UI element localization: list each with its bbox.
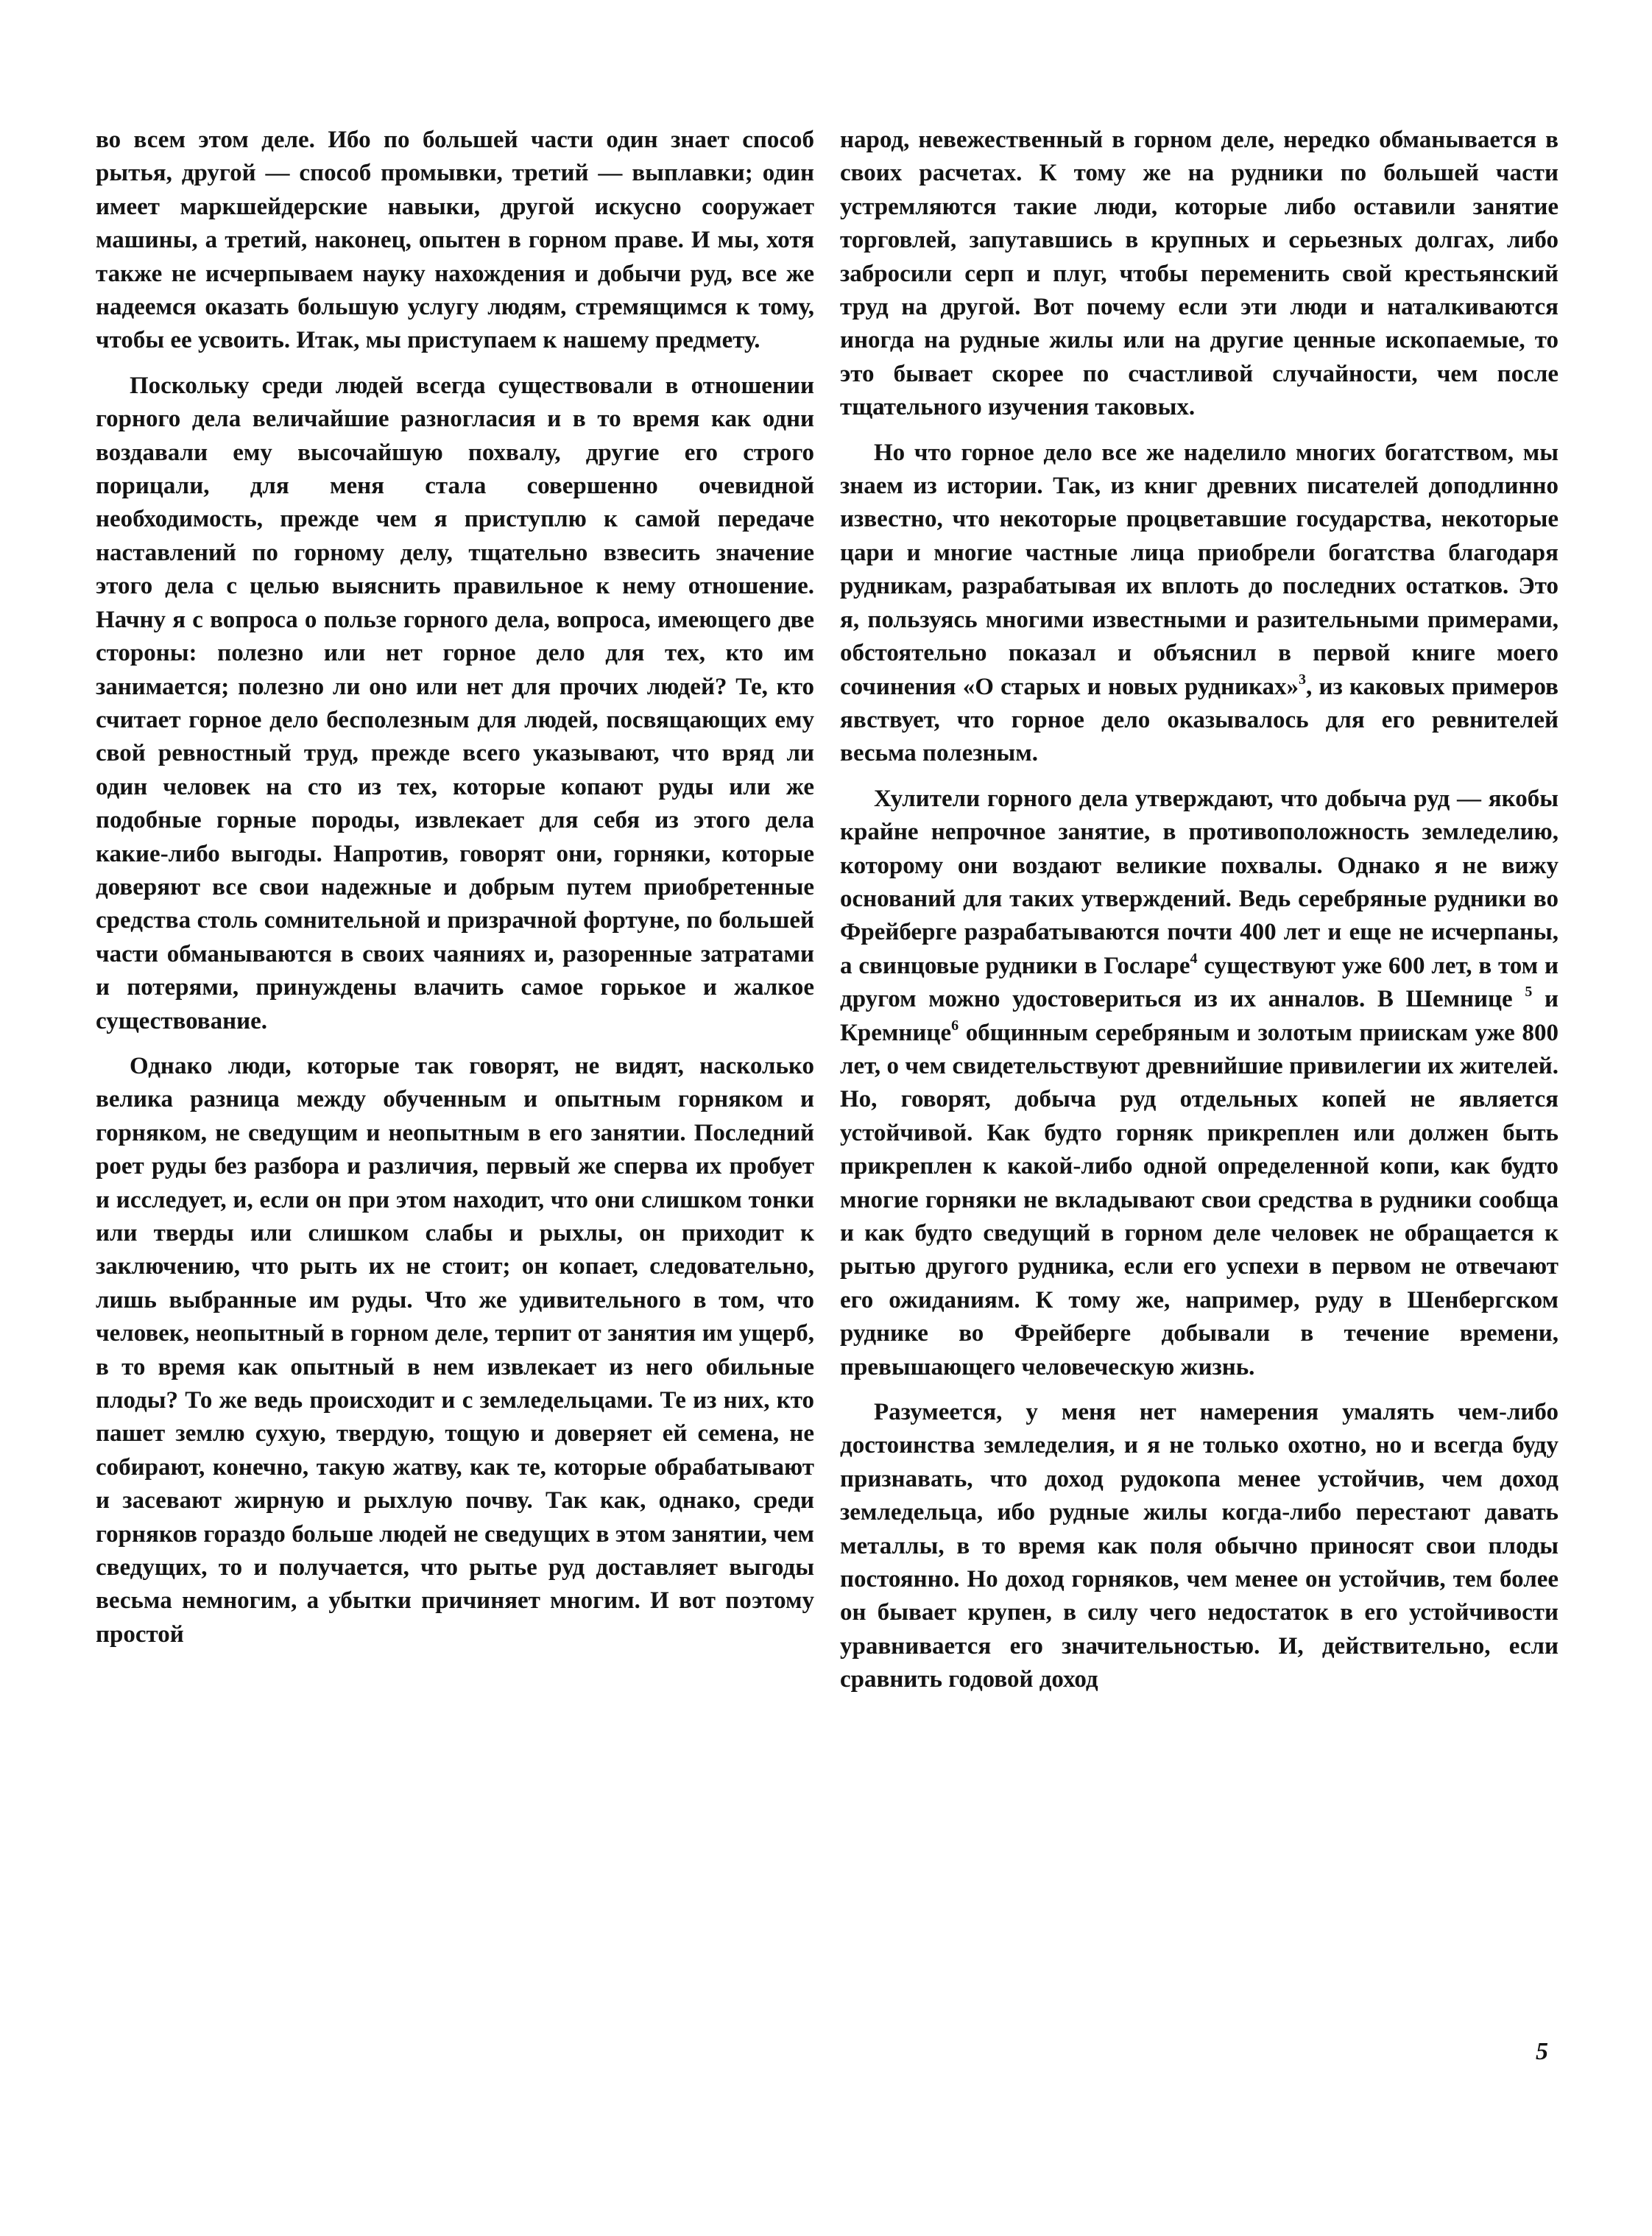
left-column [96,124,814,1651]
paragraph-text: Хулители горного дела утверждают, что добыча руд — якобы крайне непрочное занятие, в противоположность земледелию, которому они воздают великие похвалы. Однако я не вижу оснований для таких утверждений. Ведь серебряные рудники во Фрейберге разрабатываются почти 400 лет и еще не исчерпаны, а свинцовые рудники в Госларе [840,785,1559,979]
paragraph: народ, невежественный в горном деле, нередко обманывается в своих расчетах. К тому же на рудники по большей части устремляются такие люди, которые либо оставили занятие торговлей, запутавшись в крупных и серьезных долгах, либо забросили серп и плуг, чтобы переменить свой крестьянский труд на другой. Вот почему если эти люди и наталкиваются иногда на рудные жилы или на другие ценные ископаемые, то это бывает скорее по счастливой случайности, чем после тщательного изучения таковых. [840,127,1559,421]
footnote-marker: 4 [1190,950,1198,967]
paragraph-text: Но что горное дело все же наделило многих богатством, мы знаем из истории. Так, из книг древних писателей доподлинно известно, что некоторые процветавшие государства, некоторые цари и многие частные лица приобрели богатства благодаря рудникам, разрабатывая их вплоть до последних остатков. Это я, пользуясь многими известными и разительными примерами, обстоятельно показал и объяснил в первой книге моего сочинения «О старых и новых рудниках» [840,439,1559,700]
footnote-marker: 5 [1525,984,1533,1001]
paragraph-text: и Кремнице [840,986,1559,1046]
paragraph [840,437,1559,771]
paragraph: во всем этом деле. Ибо по большей части один знает способ рытья, другой — способ промывки, третий — выплавки; один имеет маркшейдерские навыки, другой искусно сооружает машины, а третий, наконец, опытен в горном праве. И мы, хотя также не исчерпываем науку нахождения и добычи руд, все же надеемся оказать большую услугу людям, стремящимся к тому, чтобы ее усвоить. Итак, мы приступаем к нашему предмету. [96,127,814,354]
page-number: 5 [1536,2038,1548,2065]
footnote-marker: 3 [1299,671,1307,688]
paragraph: Разумеется, у меня нет намерения умалять чем-либо достоинства земледелия, и я не только охотно, но и всегда буду признавать, что доход рудокопа менее устойчив, чем доход земледельца, ибо рудные жилы когда-либо перестают давать металлы, в то время как поля обычно приносят свои плоды постоянно. Но доход горняков, чем менее он устойчив, тем более он бывает крупен, в силу чего недостаток в его устойчивости уравнивается его значительностью. И, действительно, если сравнить годовой доход [840,1399,1559,1693]
paragraph [840,783,1559,1384]
paragraph-text: существуют уже 600 лет, в том и другом можно удостовериться из их анналов. В Шемнице [840,952,1559,1013]
paragraph: Однако люди, которые так говорят, не видят, насколько велика разница между обученным и опытным горняком и горняком, не сведущим и неопытным в его занятии. Последний роет руды без разбора и различия, первый же сперва их пробует и исследует, и, если он при этом находит, что они слишком тонки или тверды или слишком слабы и рыхлы, он приходит к заключению, что рыть их не стоит; он копает, следовательно, лишь выбранные им руды. Что же удивительного в том, что человек, неопытный в горном деле, терпит от занятия им ущерб, в то время как опытный в нем извлекает из него обильные плоды? То же ведь происходит и с земледельцами. Те из них, кто пашет землю сухую, твердую, тощую и доверяет ей семена, не собирают, конечно, такую жатву, как те, которые обрабатывают и засевают жирную и рыхлую почву. Так как, однако, среди горняков гораздо больше людей не сведущих в этом занятии, чем сведущих, то и получается, что рытье руд доставляет выгоды весьма немногим, а убытки причиняет многим. И вот поэтому простой [96,1052,814,1648]
paragraph-text: , из каковых примеров явствует, что горное дело оказывалось для его ревнителей весьма полезным. [840,673,1559,767]
footnote-marker: 6 [951,1017,959,1034]
right-column [840,124,1559,1697]
paragraph: Поскольку среди людей всегда существовали в отношении горного дела величайшие разногласия и в то время как одни воздавали ему высочайшую похвалу, другие его строго порицали, для меня стала совершенно очевидной необходимость, прежде чем я приступлю к самой передаче наставлений по горному делу, тщательно взвесить значение этого дела с целью выяснить правильное к нему отношение. Начну я с вопроса о пользе горного дела, вопроса, имеющего две стороны: полезно или нет горное дело для тех, кто им занимается; полезно ли оно или нет для прочих людей? Те, кто считает горное дело бесполезным для людей, посвящающих ему свой ревностный труд, прежде всего указывают, что вряд ли один человек на сто из тех, которые копают руды или же подобные горные породы, извлекает для себя из этого дела какие-либо выгоды. Напротив, говорят они, горняки, которые доверяют все свои надежные и добрым путем приобретенные средства столь сомнительной и призрачной фортуне, по большей части обманываются в своих чаяниях и, разоренные затратами и потерями, принуждены влачить самое горькое и жалкое существование. [96,372,814,1034]
paragraph-text: общинным серебряным и золотым приискам уже 800 лет, о чем свидетельствуют древнийшие привилегии их жителей. Но, говорят, добыча руд отдельных копей не является устойчивой. Как будто горняк прикреплен или должен быть прикреплен к какой-либо одной определенной копи, как будто многие горняки не вкладывают свои средства в рудники сообща и как будто сведущий в горном деле человек не обращается к рытью другого рудника, если его успехи в первом не отвечают его ожиданиям. К тому же, например, руду в Шенбергском руднике во Фрейберге добывали в течение времени, превышающего человеческую жизнь. [840,1019,1559,1380]
